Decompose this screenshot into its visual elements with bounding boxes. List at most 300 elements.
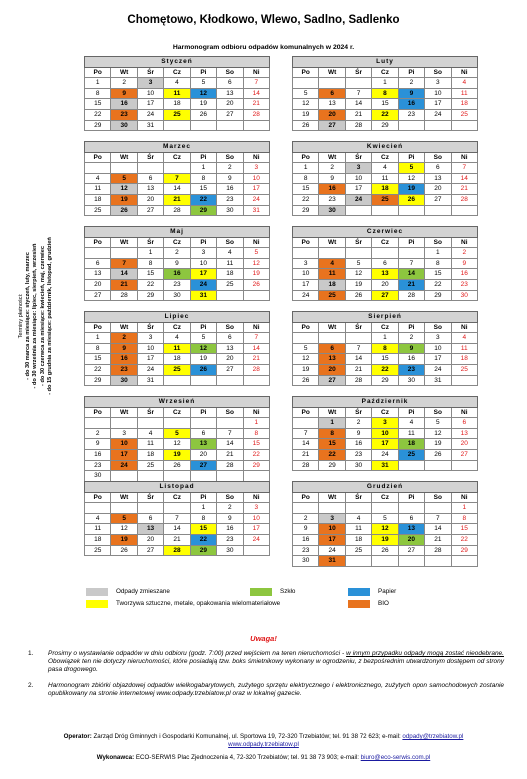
legend-label-paper: Papier — [378, 588, 397, 595]
day-cell: 24 — [243, 194, 269, 205]
empty-day-cell — [372, 248, 398, 259]
weekday-header: Ni — [451, 237, 477, 248]
week-row — [293, 78, 478, 89]
day-cell: 17 — [243, 524, 269, 535]
weekday-header: Wt — [111, 322, 137, 333]
day-cell: 4 — [451, 78, 477, 89]
day-cell: 20 — [190, 449, 216, 460]
day-cell: 20 — [137, 194, 163, 205]
day-cell: 29 — [293, 205, 319, 216]
notes-list — [28, 650, 504, 705]
day-cell: 21 — [398, 279, 424, 290]
day-cell: 8 — [190, 173, 216, 184]
weekday-header: Pi — [398, 152, 424, 163]
day-cell: 15 — [137, 269, 163, 280]
empty-day-cell — [190, 375, 216, 386]
empty-day-cell — [398, 556, 424, 567]
day-cell: 29 — [190, 205, 216, 216]
day-cell: 27 — [451, 449, 477, 460]
weekday-header: Pi — [398, 237, 424, 248]
day-cell: 22 — [451, 534, 477, 545]
day-cell: 31 — [372, 460, 398, 471]
notes-heading: Uwaga! — [250, 634, 277, 643]
week-row — [85, 99, 270, 110]
payment-term-q2: - do 30 czerwca za miesiące: kwiecień, maj, czerwiec — [39, 246, 46, 386]
contractor-email-link[interactable]: biuro@eco-serwis.com.pl — [360, 754, 431, 761]
weekday-header: Cz — [164, 67, 190, 78]
day-cell: 25 — [372, 194, 398, 205]
week-row — [293, 205, 478, 216]
day-cell: 20 — [425, 184, 451, 195]
empty-day-cell — [425, 460, 451, 471]
day-cell: 11 — [137, 439, 163, 450]
weekday-header: Cz — [372, 407, 398, 418]
day-cell: 21 — [293, 449, 319, 460]
day-cell: 24 — [345, 194, 371, 205]
day-cell: 23 — [111, 109, 137, 120]
day-cell: 3 — [425, 333, 451, 344]
empty-day-cell — [164, 503, 190, 514]
day-cell: 28 — [164, 545, 190, 556]
day-cell: 19 — [345, 279, 371, 290]
day-cell: 14 — [398, 269, 424, 280]
day-cell: 8 — [190, 513, 216, 524]
day-cell: 3 — [293, 258, 319, 269]
month-name: Styczeń — [85, 57, 270, 68]
day-cell: 20 — [372, 279, 398, 290]
day-cell: 26 — [425, 449, 451, 460]
week-row — [293, 449, 478, 460]
day-cell: 28 — [243, 109, 269, 120]
weekday-header: So — [217, 237, 243, 248]
day-cell: 18 — [164, 354, 190, 365]
week-row — [85, 194, 270, 205]
empty-day-cell — [111, 163, 137, 174]
day-cell: 5 — [293, 343, 319, 354]
day-cell: 27 — [137, 545, 163, 556]
day-cell: 2 — [85, 428, 111, 439]
day-cell: 23 — [451, 279, 477, 290]
day-cell: 17 — [345, 184, 371, 195]
day-cell: 25 — [451, 109, 477, 120]
day-cell: 21 — [345, 109, 371, 120]
operator-text: Zarząd Dróg Gminnych i Gospodarki Komunalnej, ul. Sportowa 19, 72-320 Trzebiatów; tel. 91 38 72 623; e-mail: — [91, 733, 403, 740]
weekday-header: So — [217, 67, 243, 78]
legend-swatch-paper — [348, 588, 370, 596]
week-row — [85, 354, 270, 365]
day-cell: 4 — [319, 258, 345, 269]
weekday-header: Pi — [398, 322, 424, 333]
weekday-header: Cz — [164, 492, 190, 503]
day-cell: 26 — [293, 375, 319, 386]
day-cell: 21 — [164, 534, 190, 545]
weekday-header: Śr — [137, 492, 163, 503]
day-cell: 19 — [243, 269, 269, 280]
weekday-header: So — [425, 322, 451, 333]
operator-email-link[interactable]: odpady@trzebiatow.pl — [402, 733, 464, 740]
day-cell: 12 — [111, 184, 137, 195]
empty-day-cell — [345, 556, 371, 567]
week-row — [85, 109, 270, 120]
day-cell: 30 — [217, 205, 243, 216]
day-cell: 30 — [164, 290, 190, 301]
weekday-header: Cz — [164, 322, 190, 333]
week-row — [85, 163, 270, 174]
empty-day-cell — [217, 375, 243, 386]
week-row — [85, 205, 270, 216]
day-cell: 28 — [345, 375, 371, 386]
day-cell: 9 — [164, 258, 190, 269]
month-name: Sierpień — [293, 312, 478, 323]
empty-day-cell — [243, 545, 269, 556]
day-cell: 14 — [293, 439, 319, 450]
week-row — [85, 503, 270, 514]
empty-day-cell — [398, 120, 424, 131]
day-cell: 3 — [345, 163, 371, 174]
day-cell: 8 — [372, 343, 398, 354]
day-cell: 2 — [345, 418, 371, 429]
empty-day-cell — [85, 418, 111, 429]
day-cell: 14 — [217, 439, 243, 450]
empty-day-cell — [164, 471, 190, 482]
day-cell: 15 — [372, 99, 398, 110]
week-row — [293, 545, 478, 556]
weekday-header: Cz — [164, 407, 190, 418]
day-cell: 12 — [111, 524, 137, 535]
day-cell: 30 — [111, 120, 137, 131]
day-cell: 15 — [319, 439, 345, 450]
empty-day-cell — [372, 556, 398, 567]
day-cell: 23 — [398, 109, 424, 120]
empty-day-cell — [345, 333, 371, 344]
note-1 — [28, 650, 504, 675]
day-cell: 16 — [451, 269, 477, 280]
day-cell: 4 — [398, 418, 424, 429]
day-cell: 14 — [451, 173, 477, 184]
empty-day-cell — [345, 503, 371, 514]
day-cell: 16 — [111, 354, 137, 365]
weekday-header: Pi — [190, 407, 216, 418]
day-cell: 15 — [243, 439, 269, 450]
day-cell: 15 — [85, 99, 111, 110]
empty-day-cell — [451, 205, 477, 216]
day-cell: 5 — [425, 418, 451, 429]
day-cell: 21 — [111, 279, 137, 290]
day-cell: 18 — [345, 534, 371, 545]
day-cell: 6 — [190, 428, 216, 439]
day-cell: 9 — [85, 439, 111, 450]
weekday-header: Śr — [345, 322, 371, 333]
day-cell: 30 — [293, 556, 319, 567]
note-2-text: Harmonogram zbiórki objazdowej odpadów wielkogabarytowych, zużytego sprzętu elektrycznego i elektronicznego, zużytych opon samochodowych zostanie opublikowany na stronie internetowej www.odpady.trzebiatow.pl oraz w lokalnej gazecie. — [48, 681, 504, 697]
week-row — [85, 439, 270, 450]
week-row — [85, 173, 270, 184]
day-cell: 16 — [398, 99, 424, 110]
day-cell: 17 — [137, 354, 163, 365]
day-cell: 4 — [137, 428, 163, 439]
day-cell: 9 — [217, 173, 243, 184]
day-cell: 2 — [217, 163, 243, 174]
day-cell: 6 — [398, 513, 424, 524]
month-name: Grudzień — [293, 482, 478, 493]
day-cell: 24 — [111, 460, 137, 471]
day-cell: 2 — [451, 248, 477, 259]
week-row — [85, 120, 270, 131]
weekday-header: So — [425, 407, 451, 418]
week-row — [85, 279, 270, 290]
day-cell: 12 — [293, 354, 319, 365]
month-name: Lipiec — [85, 312, 270, 323]
day-cell: 19 — [372, 534, 398, 545]
empty-day-cell — [451, 120, 477, 131]
day-cell: 28 — [217, 460, 243, 471]
weekday-header: Cz — [164, 152, 190, 163]
weekday-header: Wt — [111, 152, 137, 163]
day-cell: 6 — [372, 258, 398, 269]
empty-day-cell — [243, 375, 269, 386]
day-cell: 21 — [164, 194, 190, 205]
day-cell: 8 — [372, 88, 398, 99]
day-cell: 23 — [293, 545, 319, 556]
day-cell: 15 — [85, 354, 111, 365]
day-cell: 2 — [293, 513, 319, 524]
day-cell: 15 — [451, 524, 477, 535]
weekday-header: Po — [85, 322, 111, 333]
weekday-header: Ni — [243, 152, 269, 163]
day-cell: 9 — [111, 88, 137, 99]
note-2-number: 2. — [28, 681, 34, 689]
day-cell: 20 — [319, 364, 345, 375]
empty-day-cell — [398, 460, 424, 471]
day-cell: 3 — [137, 78, 163, 89]
weekday-header: Wt — [319, 237, 345, 248]
operator-website-link[interactable]: www.odpady.trzebiatow.pl — [228, 741, 299, 748]
day-cell: 27 — [319, 375, 345, 386]
month-calendar-6 — [292, 226, 478, 301]
empty-day-cell — [319, 248, 345, 259]
day-cell: 5 — [111, 173, 137, 184]
month-calendar-7 — [84, 311, 270, 386]
day-cell: 24 — [293, 290, 319, 301]
day-cell: 23 — [217, 194, 243, 205]
day-cell: 10 — [190, 258, 216, 269]
empty-day-cell — [293, 78, 319, 89]
weekday-header: Pi — [398, 67, 424, 78]
day-cell: 6 — [217, 333, 243, 344]
day-cell: 25 — [451, 364, 477, 375]
day-cell: 2 — [164, 248, 190, 259]
day-cell: 29 — [190, 545, 216, 556]
weekday-header: Cz — [372, 492, 398, 503]
day-cell: 20 — [137, 534, 163, 545]
day-cell: 13 — [372, 269, 398, 280]
day-cell: 10 — [319, 524, 345, 535]
day-cell: 28 — [164, 205, 190, 216]
day-cell: 20 — [451, 439, 477, 450]
day-cell: 27 — [372, 290, 398, 301]
day-cell: 4 — [85, 513, 111, 524]
week-row — [85, 545, 270, 556]
day-cell: 23 — [319, 194, 345, 205]
day-cell: 4 — [217, 248, 243, 259]
day-cell: 26 — [111, 545, 137, 556]
note-1-text-b: Obowiązek ten nie dotyczy nieruchomości, które posiadają tzw. boks śmietnikowy wykonany w ogrodzeniu, z bezpośrednim utwardzonym dostępem od strony pasa drogowego. — [48, 658, 504, 674]
weekday-header: Wt — [111, 492, 137, 503]
day-cell: 1 — [243, 418, 269, 429]
day-cell: 25 — [164, 364, 190, 375]
day-cell: 12 — [398, 173, 424, 184]
day-cell: 11 — [345, 524, 371, 535]
day-cell: 29 — [137, 290, 163, 301]
day-cell: 14 — [425, 524, 451, 535]
day-cell: 7 — [164, 513, 190, 524]
empty-day-cell — [137, 503, 163, 514]
day-cell: 19 — [398, 184, 424, 195]
empty-day-cell — [345, 205, 371, 216]
payment-term-q1: - do 30 marca za miesiące: styczeń, luty, marzec — [25, 252, 32, 380]
weekday-header: Cz — [372, 67, 398, 78]
day-cell: 29 — [85, 375, 111, 386]
day-cell: 16 — [164, 269, 190, 280]
week-row — [293, 269, 478, 280]
week-row — [293, 524, 478, 535]
day-cell: 10 — [345, 173, 371, 184]
empty-day-cell — [217, 120, 243, 131]
day-cell: 18 — [85, 194, 111, 205]
day-cell: 21 — [451, 184, 477, 195]
day-cell: 11 — [85, 524, 111, 535]
day-cell: 19 — [293, 364, 319, 375]
day-cell: 17 — [111, 449, 137, 460]
day-cell: 28 — [243, 364, 269, 375]
day-cell: 13 — [425, 173, 451, 184]
empty-day-cell — [164, 418, 190, 429]
empty-day-cell — [425, 503, 451, 514]
footer-operator — [0, 733, 527, 749]
week-row — [293, 109, 478, 120]
empty-day-cell — [85, 248, 111, 259]
day-cell: 1 — [137, 248, 163, 259]
day-cell: 13 — [319, 354, 345, 365]
day-cell: 18 — [451, 99, 477, 110]
weekday-header: Po — [293, 492, 319, 503]
payment-terms-text — [18, 237, 54, 395]
day-cell: 29 — [243, 460, 269, 471]
weekday-header: Pi — [190, 492, 216, 503]
day-cell: 26 — [164, 460, 190, 471]
legend-label-glass: Szkło — [280, 588, 296, 595]
day-cell: 10 — [137, 343, 163, 354]
empty-day-cell — [425, 205, 451, 216]
day-cell: 30 — [111, 375, 137, 386]
day-cell: 22 — [190, 194, 216, 205]
week-row — [85, 258, 270, 269]
day-cell: 7 — [164, 173, 190, 184]
week-row — [85, 534, 270, 545]
week-row — [293, 354, 478, 365]
day-cell: 3 — [111, 428, 137, 439]
day-cell: 12 — [345, 269, 371, 280]
empty-day-cell — [190, 471, 216, 482]
day-cell: 27 — [85, 290, 111, 301]
day-cell: 10 — [425, 343, 451, 354]
day-cell: 25 — [137, 460, 163, 471]
day-cell: 7 — [398, 258, 424, 269]
day-cell: 19 — [293, 109, 319, 120]
weekday-header: Wt — [319, 492, 345, 503]
week-row — [85, 269, 270, 280]
weekday-header: Ni — [243, 237, 269, 248]
month-name: Kwiecień — [293, 142, 478, 153]
empty-day-cell — [164, 120, 190, 131]
weekday-header: Po — [293, 152, 319, 163]
day-cell: 12 — [190, 88, 216, 99]
day-cell: 30 — [398, 375, 424, 386]
day-cell: 10 — [137, 88, 163, 99]
week-row — [293, 534, 478, 545]
empty-day-cell — [137, 418, 163, 429]
week-row — [85, 290, 270, 301]
day-cell: 13 — [85, 269, 111, 280]
week-row — [85, 471, 270, 482]
contractor-text: ECO-SERWIS Plac Zjednoczenia 4, 72-320 Trzebiatów; tel. 91 38 73 903; e-mail: — [134, 754, 361, 761]
empty-day-cell — [243, 471, 269, 482]
day-cell: 7 — [345, 343, 371, 354]
weekday-header: Ni — [451, 407, 477, 418]
day-cell: 6 — [85, 258, 111, 269]
week-row — [85, 449, 270, 460]
weekday-header: Ni — [451, 152, 477, 163]
day-cell: 18 — [398, 439, 424, 450]
weekday-header: So — [217, 407, 243, 418]
day-cell: 27 — [398, 545, 424, 556]
day-cell: 16 — [217, 524, 243, 535]
day-cell: 10 — [293, 269, 319, 280]
day-cell: 1 — [372, 333, 398, 344]
empty-day-cell — [319, 333, 345, 344]
day-cell: 7 — [425, 513, 451, 524]
day-cell: 28 — [111, 290, 137, 301]
day-cell: 4 — [451, 333, 477, 344]
day-cell: 8 — [451, 513, 477, 524]
note-2 — [28, 682, 504, 698]
weekday-header: Wt — [319, 407, 345, 418]
weekday-header: Śr — [345, 237, 371, 248]
day-cell: 1 — [190, 503, 216, 514]
empty-day-cell — [293, 503, 319, 514]
day-cell: 21 — [217, 449, 243, 460]
day-cell: 23 — [85, 460, 111, 471]
day-cell: 27 — [319, 120, 345, 131]
day-cell: 8 — [243, 428, 269, 439]
day-cell: 19 — [164, 449, 190, 460]
day-cell: 29 — [451, 545, 477, 556]
empty-day-cell — [111, 471, 137, 482]
day-cell: 23 — [345, 449, 371, 460]
legend-swatch-bio — [348, 600, 370, 608]
day-cell: 20 — [398, 534, 424, 545]
day-cell: 1 — [372, 78, 398, 89]
day-cell: 5 — [111, 513, 137, 524]
day-cell: 24 — [137, 364, 163, 375]
note-1-number: 1. — [28, 650, 34, 657]
day-cell: 2 — [111, 78, 137, 89]
operator-label: Operator: — [63, 733, 92, 740]
empty-day-cell — [345, 78, 371, 89]
weekday-header: Śr — [345, 152, 371, 163]
day-cell: 1 — [293, 163, 319, 174]
day-cell: 17 — [319, 534, 345, 545]
